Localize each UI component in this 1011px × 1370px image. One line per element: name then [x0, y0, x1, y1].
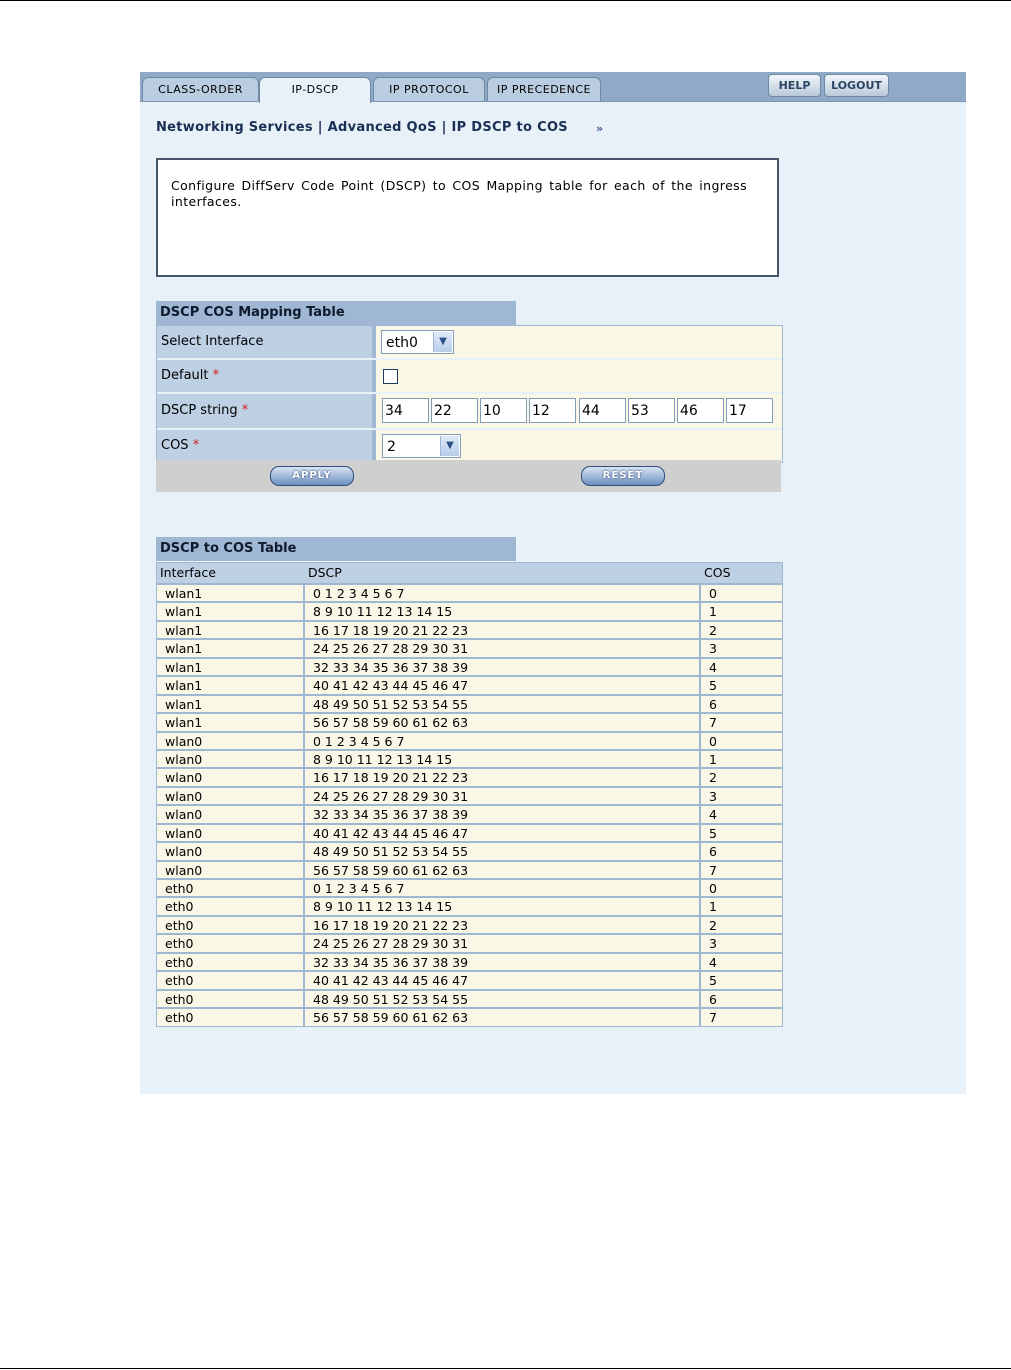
interface-cell: wlan0	[157, 731, 303, 749]
cos-cell: 7	[701, 860, 782, 878]
table-row	[157, 675, 782, 693]
cos-cell: 4	[701, 804, 782, 822]
cos-cell: 7	[701, 712, 782, 730]
interface-select[interactable]	[381, 330, 454, 354]
table-header-row	[157, 563, 782, 583]
interface-cell: wlan0	[157, 841, 303, 859]
table-row	[157, 712, 782, 730]
dscp-input-1[interactable]: 34	[382, 398, 429, 423]
cos-cell: 4	[701, 952, 782, 970]
cos-cell: 2	[701, 767, 782, 785]
tab-ip-dscp[interactable]: IP-DSCP	[259, 77, 371, 103]
interface-cell: wlan1	[157, 583, 303, 601]
table-row	[157, 601, 782, 619]
cos-select-value: 2	[387, 439, 396, 455]
interface-cell: eth0	[157, 933, 303, 951]
cos-cell: 0	[701, 583, 782, 601]
table-row	[157, 786, 782, 804]
table-row	[157, 731, 782, 749]
dscp-input-3[interactable]: 10	[480, 398, 527, 423]
dscp-input-6[interactable]: 53	[628, 398, 675, 423]
dscp-cell: 16 17 18 19 20 21 22 23	[305, 767, 699, 785]
table-row	[157, 915, 782, 933]
interface-cell: wlan0	[157, 786, 303, 804]
dscp-cell: 0 1 2 3 4 5 6 7	[305, 878, 699, 896]
cos-cell: 6	[701, 694, 782, 712]
dscp-cell: 32 33 34 35 36 37 38 39	[305, 657, 699, 675]
description-text: Configure DiffServ Code Point (DSCP) to COS Mapping table for each of the ingress interfaces.	[171, 178, 747, 209]
table-row	[157, 657, 782, 675]
chevron-down-icon[interactable]: ▼	[433, 332, 452, 352]
table-row	[157, 749, 782, 767]
page-top-rule	[0, 0, 1011, 1]
dscp-input-8[interactable]: 17	[726, 398, 773, 423]
form-button-bar	[156, 460, 781, 492]
dscp-cell: 48 49 50 51 52 53 54 55	[305, 841, 699, 859]
chevron-down-icon[interactable]: ▼	[440, 436, 459, 456]
interface-cell: wlan0	[157, 860, 303, 878]
dscp-cell: 8 9 10 11 12 13 14 15	[305, 601, 699, 619]
tab-class-order[interactable]: CLASS-ORDER	[142, 77, 259, 101]
default-checkbox[interactable]	[383, 369, 398, 384]
dscp-cos-table	[156, 562, 783, 1027]
cos-cell: 7	[701, 1007, 782, 1025]
select-interface-row	[157, 326, 782, 360]
mapping-table-title: DSCP COS Mapping Table	[156, 301, 516, 325]
table-row	[157, 767, 782, 785]
reset-button[interactable]: RESET	[581, 466, 665, 486]
cos-cell: 1	[701, 896, 782, 914]
interface-cell: eth0	[157, 915, 303, 933]
dscp-cell: 56 57 58 59 60 61 62 63	[305, 1007, 699, 1025]
cos-cell: 2	[701, 915, 782, 933]
interface-cell: wlan1	[157, 601, 303, 619]
logout-button[interactable]: LOGOUT	[824, 74, 889, 97]
interface-select-value: eth0	[386, 335, 418, 351]
dscp-string-row	[157, 394, 782, 430]
dscp-input-2[interactable]: 22	[431, 398, 478, 423]
interface-cell: wlan0	[157, 823, 303, 841]
table-row	[157, 823, 782, 841]
table-row	[157, 896, 782, 914]
dscp-cell: 24 25 26 27 28 29 30 31	[305, 933, 699, 951]
cos-cell: 0	[701, 878, 782, 896]
tab-bar	[140, 72, 966, 102]
required-mark: *	[192, 438, 200, 453]
tab-ip-precedence[interactable]: IP PRECEDENCE	[487, 77, 601, 101]
page-bottom-rule	[0, 1368, 1011, 1369]
cos-cell: 1	[701, 601, 782, 619]
interface-cell: eth0	[157, 989, 303, 1007]
dscp-cell: 40 41 42 43 44 45 46 47	[305, 970, 699, 988]
cos-cell: 3	[701, 933, 782, 951]
apply-button[interactable]: APPLY	[270, 466, 354, 486]
cos-cell: 6	[701, 841, 782, 859]
description-box	[156, 158, 779, 277]
cos-cell: 1	[701, 749, 782, 767]
cos-cell: 6	[701, 989, 782, 1007]
interface-cell: eth0	[157, 878, 303, 896]
interface-cell: wlan1	[157, 638, 303, 656]
cos-cell: 2	[701, 620, 782, 638]
dscp-cell: 56 57 58 59 60 61 62 63	[305, 860, 699, 878]
table-row	[157, 638, 782, 656]
dscp-cell: 24 25 26 27 28 29 30 31	[305, 786, 699, 804]
select-interface-label: Select Interface	[157, 326, 372, 358]
table-row	[157, 989, 782, 1007]
table-row	[157, 804, 782, 822]
dscp-input-4[interactable]: 12	[529, 398, 576, 423]
dscp-cell: 48 49 50 51 52 53 54 55	[305, 694, 699, 712]
interface-cell: eth0	[157, 896, 303, 914]
required-mark: *	[241, 403, 249, 418]
table-row	[157, 620, 782, 638]
interface-cell: wlan0	[157, 804, 303, 822]
dscp-cell: 0 1 2 3 4 5 6 7	[305, 583, 699, 601]
tab-ip-protocol[interactable]: IP PROTOCOL	[373, 77, 485, 101]
dscp-string-label: DSCP string *	[157, 394, 372, 428]
cos-cell: 3	[701, 786, 782, 804]
interface-cell: eth0	[157, 952, 303, 970]
cos-cell: 5	[701, 970, 782, 988]
table-row	[157, 841, 782, 859]
dscp-cell: 8 9 10 11 12 13 14 15	[305, 896, 699, 914]
help-button[interactable]: HELP	[768, 74, 821, 97]
dscp-cell: 8 9 10 11 12 13 14 15	[305, 749, 699, 767]
required-mark: *	[212, 368, 220, 383]
dscp-cell: 32 33 34 35 36 37 38 39	[305, 952, 699, 970]
table-row	[157, 933, 782, 951]
cos-row	[157, 430, 782, 462]
interface-cell: wlan0	[157, 749, 303, 767]
interface-cell: wlan0	[157, 767, 303, 785]
default-row	[157, 360, 782, 394]
table-row	[157, 694, 782, 712]
interface-cell: eth0	[157, 970, 303, 988]
breadcrumb: Networking Services | Advanced QoS | IP DSCP to COS	[156, 120, 568, 135]
dscp-input-7[interactable]: 46	[677, 398, 724, 423]
interface-cell: wlan1	[157, 657, 303, 675]
table-row	[157, 970, 782, 988]
cos-cell: 4	[701, 657, 782, 675]
dscp-cell: 40 41 42 43 44 45 46 47	[305, 823, 699, 841]
dscp-input-5[interactable]: 44	[579, 398, 626, 423]
cos-select[interactable]	[382, 434, 461, 458]
dscp-cell: 32 33 34 35 36 37 38 39	[305, 804, 699, 822]
table-row	[157, 878, 782, 896]
cos-label: COS *	[157, 430, 372, 462]
dscp-cell: 16 17 18 19 20 21 22 23	[305, 915, 699, 933]
main-panel	[140, 72, 966, 1094]
table-row	[157, 952, 782, 970]
cos-cell: 5	[701, 823, 782, 841]
dscp-cell: 16 17 18 19 20 21 22 23	[305, 620, 699, 638]
interface-cell: wlan1	[157, 712, 303, 730]
interface-cell: eth0	[157, 1007, 303, 1025]
dscp-cell: 56 57 58 59 60 61 62 63	[305, 712, 699, 730]
cos-cell: 0	[701, 731, 782, 749]
cos-table-title: DSCP to COS Table	[156, 537, 516, 561]
dscp-cell: 0 1 2 3 4 5 6 7	[305, 731, 699, 749]
dscp-cell: 24 25 26 27 28 29 30 31	[305, 638, 699, 656]
interface-cell: wlan1	[157, 694, 303, 712]
interface-cell: wlan1	[157, 620, 303, 638]
table-row	[157, 583, 782, 601]
interface-cell: wlan1	[157, 675, 303, 693]
column-header-cos: COS	[701, 563, 782, 583]
cos-cell: 3	[701, 638, 782, 656]
cos-cell: 5	[701, 675, 782, 693]
dscp-cell: 40 41 42 43 44 45 46 47	[305, 675, 699, 693]
breadcrumb-arrow-icon[interactable]: »	[596, 122, 604, 135]
table-row	[157, 1007, 782, 1025]
dscp-cell: 48 49 50 51 52 53 54 55	[305, 989, 699, 1007]
table-row	[157, 860, 782, 878]
column-header-interface: Interface	[157, 563, 303, 583]
mapping-form	[156, 325, 783, 463]
default-label: Default *	[157, 360, 372, 392]
column-header-dscp: DSCP	[305, 563, 699, 583]
